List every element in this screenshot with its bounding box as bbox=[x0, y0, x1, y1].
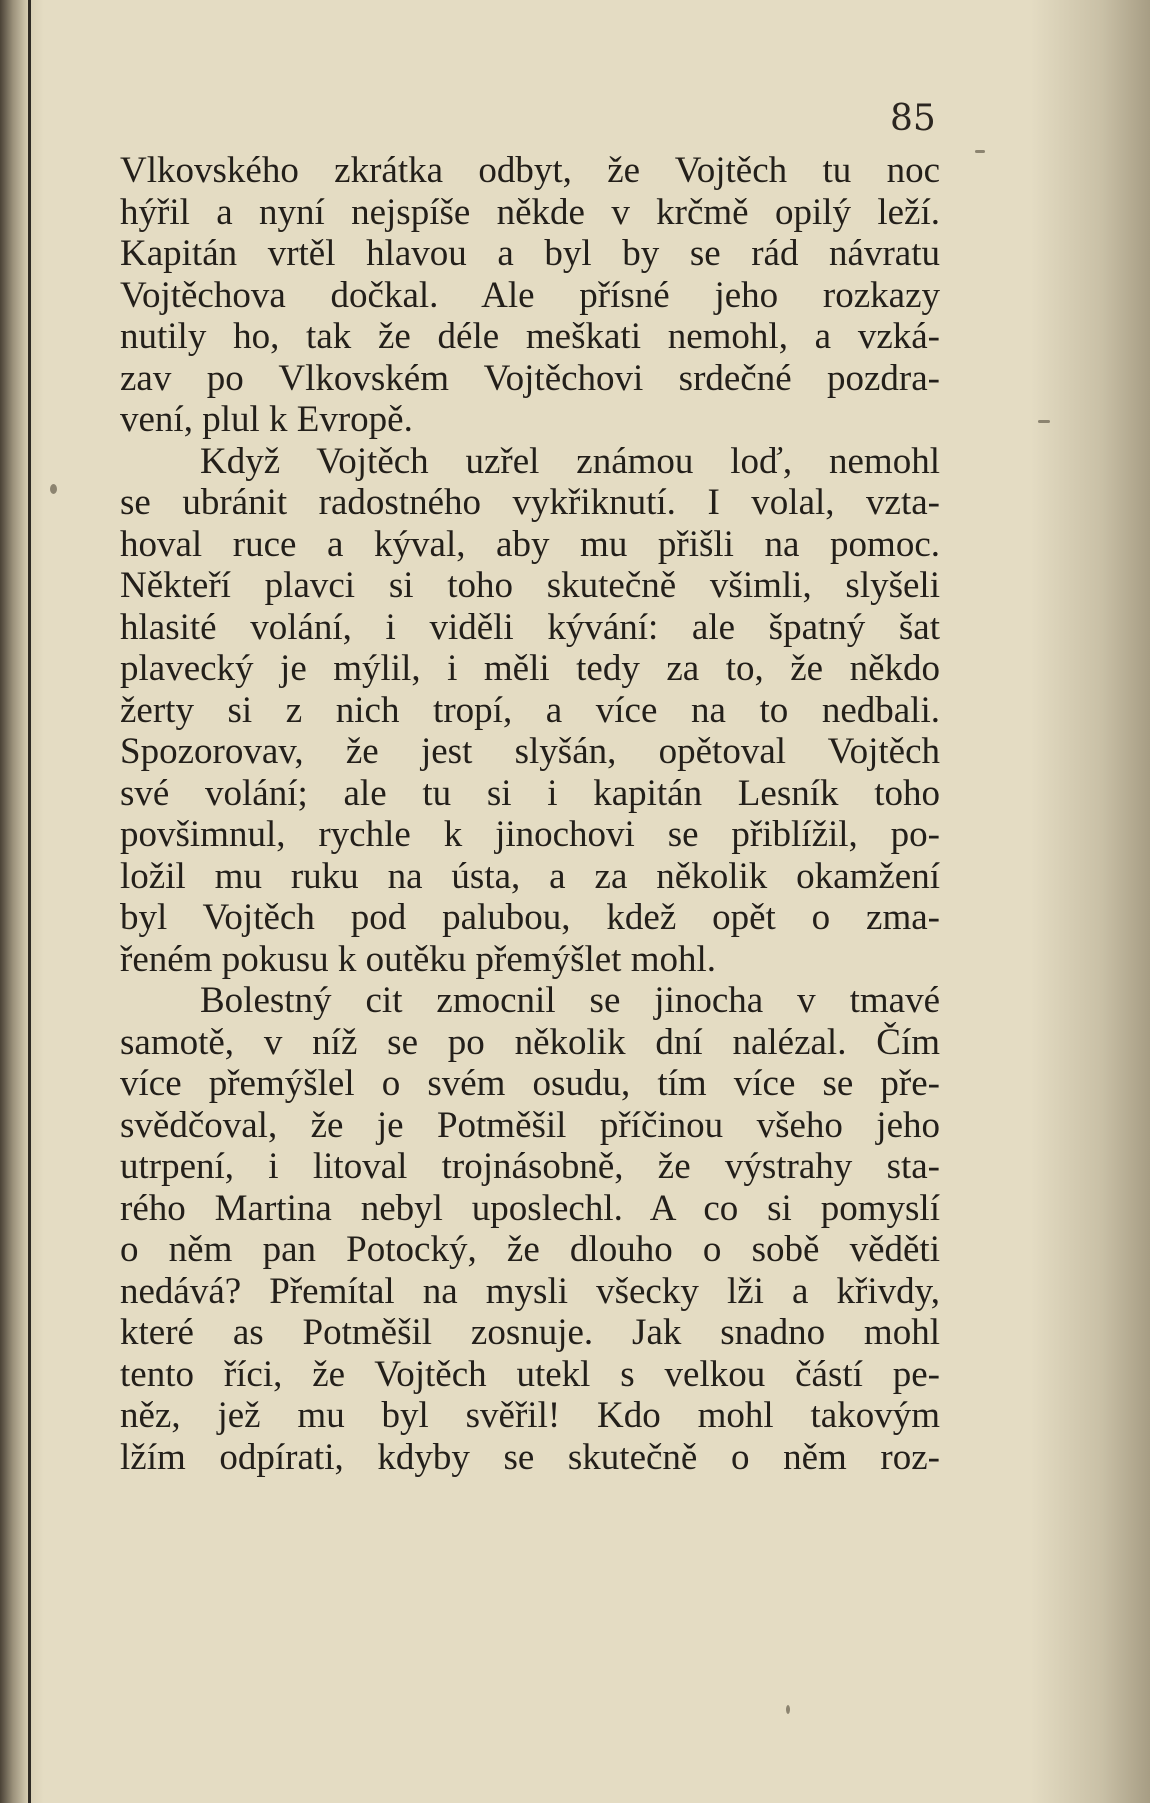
text-line: lžím odpírati, kdyby se skutečně o něm roz- bbox=[120, 1436, 940, 1478]
text-line: byl Vojtěch pod palubou, kdež opět o zma- bbox=[120, 897, 940, 938]
text-line: hoval ruce a kýval, aby mu přišli na pomoc. bbox=[120, 523, 940, 565]
text-line: hlasité volání, i viděli kývání: ale špatný šat bbox=[120, 606, 940, 648]
text-line: nutily ho, tak že déle meškati nemohl, a vzká- bbox=[120, 316, 940, 357]
paper-speck bbox=[50, 484, 57, 494]
page-body-text bbox=[120, 150, 940, 1478]
paper-speck bbox=[975, 150, 985, 153]
text-line: ložil mu ruku na ústa, a za několik okamžení bbox=[120, 855, 940, 897]
text-line: rého Martina nebyl uposlechl. A co si pomyslí bbox=[120, 1187, 940, 1229]
paper-speck bbox=[1038, 420, 1050, 423]
text-line: o něm pan Potocký, že dlouho o sobě věděti bbox=[120, 1229, 940, 1270]
text-line: které as Potměšil zosnuje. Jak snadno mohl bbox=[120, 1312, 940, 1353]
text-line: Někteří plavci si toho skutečně všimli, slyšeli bbox=[120, 565, 940, 606]
text-line: samotě, v níž se po několik dní nalézal. Čím bbox=[120, 1021, 940, 1063]
paper-speck bbox=[786, 1705, 790, 1714]
paragraph-first-line: Bolestný cit zmocnil se jinocha v tmavé bbox=[200, 980, 940, 1021]
binding-edge-line bbox=[28, 0, 31, 1803]
text-line: řeném pokusu k outěku přemýšlet mohl. bbox=[120, 938, 717, 980]
text-line: Vlkovského zkrátka odbyt, že Vojtěch tu noc bbox=[120, 150, 940, 191]
paragraph-first-line: Když Vojtěch uzřel známou loď, nemohl bbox=[200, 440, 940, 482]
page-binding-shadow bbox=[0, 0, 44, 1803]
text-line: se ubránit radostného vykřiknutí. I volal, vzta- bbox=[120, 482, 940, 523]
text-line: zav po Vlkovském Vojtěchovi srdečné pozdra- bbox=[120, 357, 940, 399]
text-line: nedává? Přemítal na mysli všecky lži a křivdy, bbox=[120, 1270, 940, 1312]
text-line: Spozorovav, že jest slyšán, opětoval Vojtěch bbox=[120, 731, 940, 772]
text-line: žerty si z nich tropí, a více na to nedbali. bbox=[120, 689, 940, 731]
text-line: plavecký je mýlil, i měli tedy za to, že někdo bbox=[120, 648, 940, 689]
page-number: 85 bbox=[890, 98, 936, 139]
text-line: povšimnul, rychle k jinochovi se přiblížil, po- bbox=[120, 814, 940, 855]
text-line: svědčoval, že je Potměšil příčinou všeho jeho bbox=[120, 1104, 940, 1146]
text-line: tento říci, že Vojtěch utekl s velkou částí pe- bbox=[120, 1353, 940, 1395]
text-line: hýřil a nyní nejspíše někde v krčmě opilý leží. bbox=[120, 191, 940, 233]
text-line: své volání; ale tu si i kapitán Lesník toho bbox=[120, 772, 940, 814]
text-line: vení, plul k Evropě. bbox=[120, 399, 413, 440]
page-right-edge-shadow bbox=[1030, 0, 1150, 1803]
text-line: něz, jež mu byl svěřil! Kdo mohl takovým bbox=[120, 1395, 940, 1436]
text-line: utrpení, i litoval trojnásobně, že výstrahy sta- bbox=[120, 1146, 940, 1187]
text-line: Vojtěchova dočkal. Ale přísné jeho rozkazy bbox=[120, 274, 940, 316]
text-line: více přemýšlel o svém osudu, tím více se pře- bbox=[120, 1063, 940, 1104]
text-line: Kapitán vrtěl hlavou a byl by se rád návratu bbox=[120, 233, 940, 274]
